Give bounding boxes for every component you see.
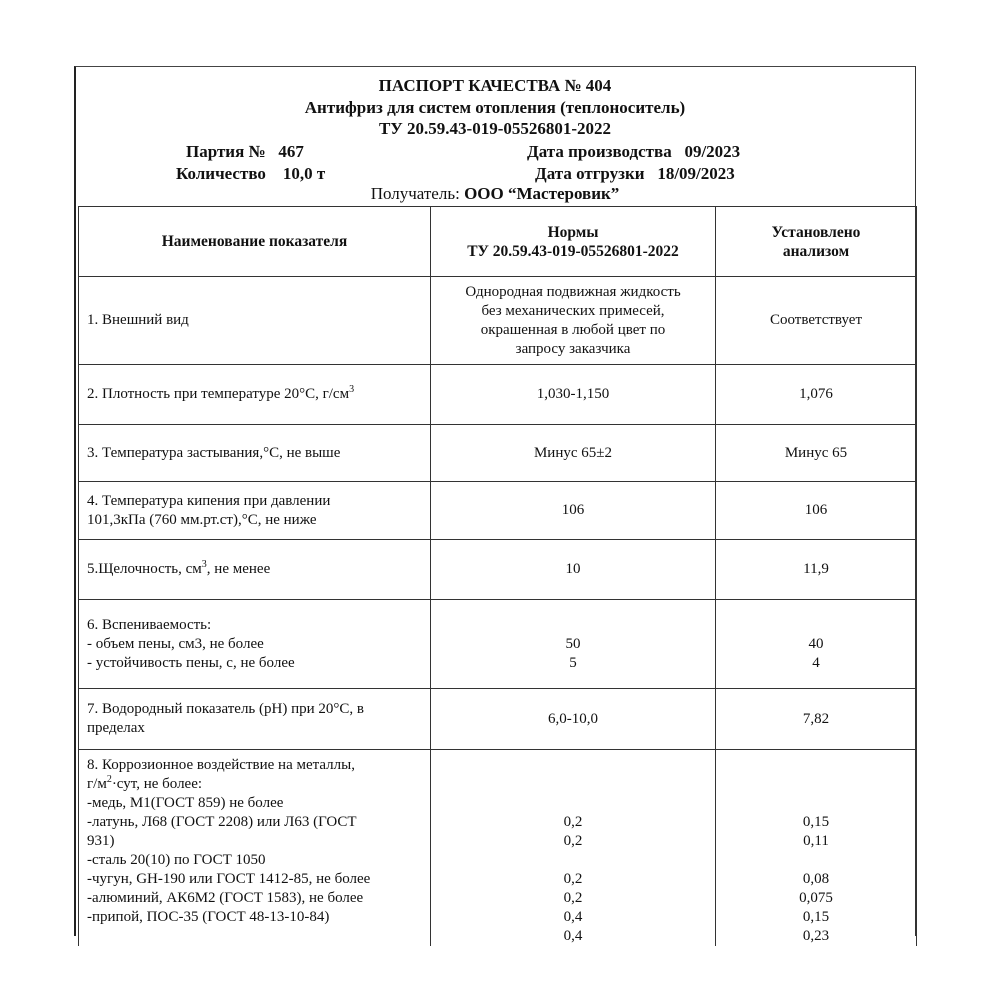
row3-name: 3. Температура застывания,°С, не выше [79,425,431,482]
quality-table [78,206,917,946]
row1-norm-line1: Однородная подвижная жидкость [465,283,681,300]
document-title: ПАСПОРТ КАЧЕСТВА № 404 [378,76,612,95]
row8-result-copper: 0,15 [802,814,830,830]
row8-norm-steel: 0,2 [563,871,583,887]
quantity-row [176,164,325,184]
row8-norm-iron: 0,2 [563,890,583,906]
row8-name [79,750,431,947]
shipment-value: 18/09/2023 [657,164,735,183]
row8-norm-copper: 0,2 [563,814,583,830]
row8-metal-iron: -чугун, GH-190 или ГОСТ 1412-85, не более [87,871,371,887]
table-row [79,365,917,425]
row5-name-tail: , не менее [206,561,271,577]
row2-norm: 1,030-1,150 [431,365,716,425]
row4-result: 106 [716,482,917,540]
header-name: Наименование показателя [79,207,431,277]
row6-result-line1: 40 [808,635,824,652]
row8-metal-brass: -латунь, Л68 (ГОСТ 2208) или Л63 (ГОСТ [87,814,357,830]
row8-metal-solder: -припой, ПОС-35 (ГОСТ 48-13-10-84) [87,909,330,925]
row3-result: Минус 65 [716,425,917,482]
batch-value: 467 [278,142,304,161]
row6-norm [431,600,716,689]
table-row [79,689,917,750]
row6-result [716,600,917,689]
row1-norm [431,277,716,365]
table-header-row [79,207,917,277]
row7-name-line1: 7. Водородный показатель (рН) при 20°С, в [87,701,364,717]
row2-name [79,365,431,425]
quantity-label: Количество [176,164,266,183]
row8-unit-tail: ·сут, не более: [111,776,203,792]
row5-name-sup: 3 [201,559,207,570]
row6-name-line2: - объем пены, см3, не более [87,635,264,652]
header-norms-line2: ТУ 20.59.43-019-05526801-2022 [467,242,679,260]
header-result-line2: анализом [782,242,850,260]
row8-norm-brass: 0,2 [563,833,583,849]
row8-result [716,750,917,947]
row8-name-line2 [87,775,424,794]
recipient-row [74,184,916,204]
row2-result: 1,076 [716,365,917,425]
row8-unit-text: г/м [87,776,107,792]
row8-norm [431,750,716,947]
row2-name-text: 2. Плотность при температуре 20°С, г/см [87,386,350,402]
shipment-date-row [535,164,735,184]
row4-name-line2: 101,3кПа (760 мм.рт.ст),°С, не ниже [87,511,317,528]
row8-result-brass: 0,11 [803,833,829,849]
row8-unit-sup: 2 [106,774,112,785]
row6-name-line1: 6. Вспениваемость: [87,616,212,633]
row1-name: 1. Внешний вид [79,277,431,365]
production-value: 09/2023 [684,142,741,161]
row1-norm-line3: окрашенная в любой цвет по [480,321,666,338]
row6-result-line2: 4 [812,654,820,671]
row8-metal-steel: -сталь 20(10) по ГОСТ 1050 [87,852,266,868]
row7-result: 7,82 [716,689,917,750]
row4-name [79,482,431,540]
header-result [716,207,917,277]
spec-number: ТУ 20.59.43-019-05526801-2022 [378,119,612,138]
row5-name-text: 5.Щелочность, см [87,561,202,577]
row8-norm-aluminium: 0,4 [563,909,583,925]
shipment-label: Дата отгрузки [535,164,645,183]
header-norms [431,207,716,277]
row6-name [79,600,431,689]
table-row [79,540,917,600]
row8-metal-brass-cont: 931) [87,833,115,849]
row7-norm: 6,0-10,0 [431,689,716,750]
row8-result-iron: 0,075 [799,890,833,906]
row8-norm-solder: 0,4 [563,928,583,944]
row8-result-aluminium: 0,15 [802,909,830,925]
row4-norm: 106 [431,482,716,540]
row5-norm: 10 [431,540,716,600]
row5-name [79,540,431,600]
batch-label: Партия № [186,142,266,161]
recipient-label: Получатель: [370,184,460,203]
row2-name-sup: 3 [349,384,355,395]
quantity-value: 10,0 т [282,164,326,183]
row6-name-line3: - устойчивость пены, с, не более [87,654,295,671]
row8-name-line1: 8. Коррозионное воздействие на металлы, [87,757,355,773]
table-row [79,482,917,540]
row5-result: 11,9 [716,540,917,600]
row7-name [79,689,431,750]
header-norms-line1: Нормы [547,223,599,241]
header-result-line1: Установлено [771,223,861,241]
row8-result-solder: 0,23 [802,928,830,944]
row8-result-steel: 0,08 [802,871,830,887]
row4-name-line1: 4. Температура кипения при давлении [87,492,331,509]
row8-metal-copper: -медь, М1(ГОСТ 859) не более [87,795,284,811]
row1-norm-line4: запросу заказчика [515,340,631,357]
table-row [79,750,917,947]
table-row [79,425,917,482]
row1-norm-line2: без механических примесей, [481,302,665,319]
row3-norm: Минус 65±2 [431,425,716,482]
product-name: Антифриз для систем отопления (теплоноситель) [304,98,686,117]
table-row [79,600,917,689]
row7-name-line2: пределах [87,720,145,736]
table-row [79,277,917,365]
row1-result: Соответствует [716,277,917,365]
production-label: Дата производства [527,142,672,161]
production-date-row [527,142,740,162]
row6-norm-line2: 5 [569,654,577,671]
recipient-value: ООО “Мастеровик” [464,184,620,203]
row6-norm-line1: 50 [565,635,581,652]
batch-row [186,142,304,162]
row8-metal-aluminium: -алюминий, АК6М2 (ГОСТ 1583), не более [87,890,364,906]
